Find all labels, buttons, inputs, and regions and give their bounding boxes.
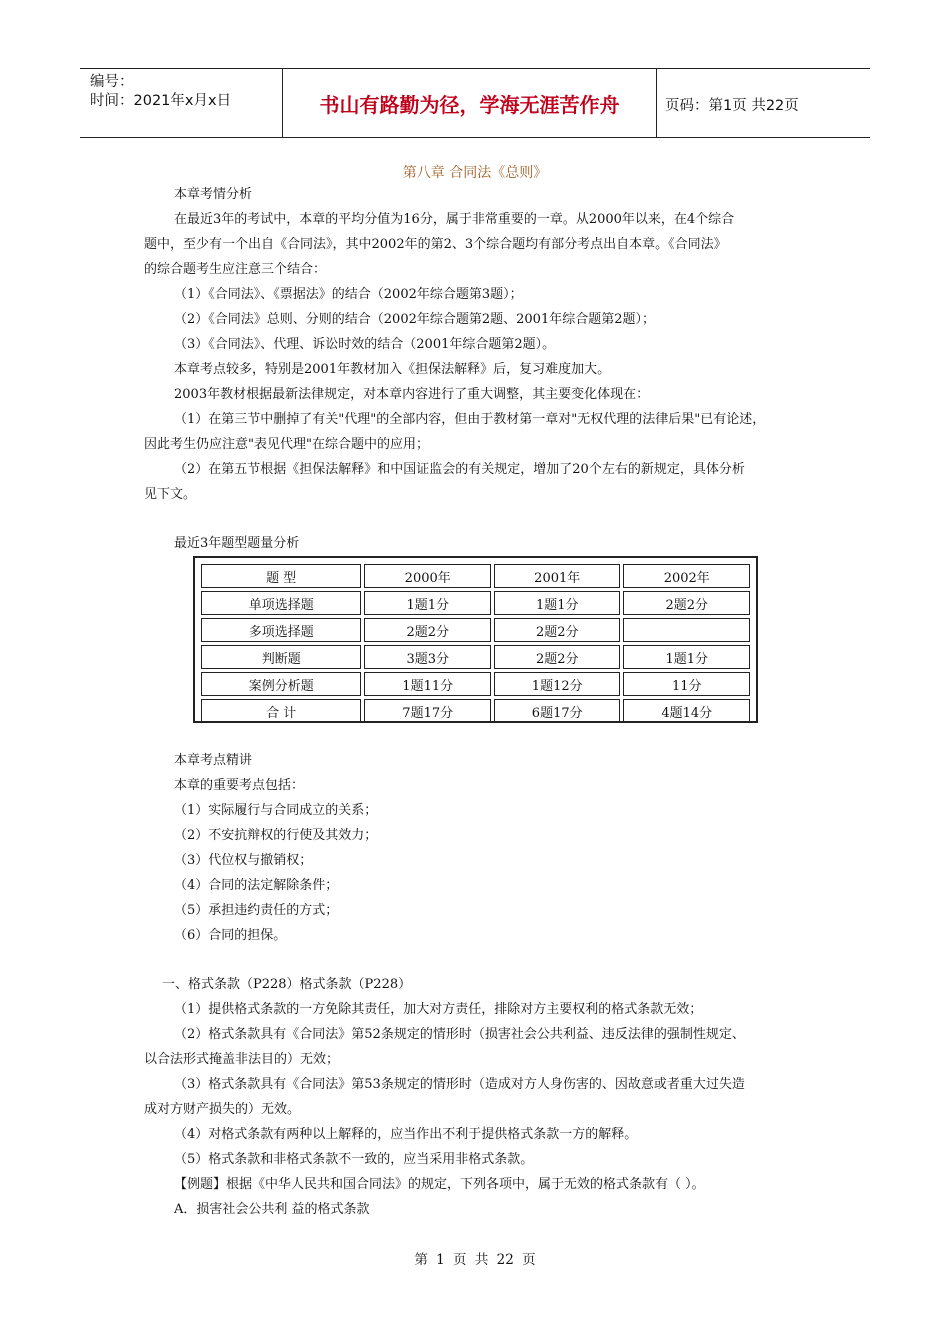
paragraph-line: 见下文。	[144, 487, 197, 502]
table-cell: 判断题	[201, 645, 361, 669]
table-header-cell: 2002年	[623, 564, 750, 588]
list-item: （1）实际履行与合同成立的关系；	[174, 803, 378, 818]
table-cell: 6题17分	[494, 699, 621, 723]
list-item: （2）格式条款具有《合同法》第52条规定的情形时（损害社会公共利益、违反法律的强制性规定、	[174, 1027, 745, 1042]
list-item: （3）格式条款具有《合同法》第53条规定的情形时（造成对方人身伤害的、因故意或者重大过失造	[174, 1077, 745, 1092]
table-row	[201, 618, 750, 642]
list-item: （4）对格式条款有两种以上解释的，应当作出不利于提供格式条款一方的解释。	[174, 1127, 638, 1142]
page-footer: 第 1 页 共 22 页	[414, 1252, 536, 1268]
table-cell	[623, 618, 750, 642]
header-meta	[90, 73, 231, 111]
table-cell: 合 计	[201, 699, 361, 723]
paragraph-line: 本章考点较多，特别是2001年教材加入《担保法解释》后，复习难度加大。	[174, 362, 611, 377]
list-item: （1）《合同法》、《票据法》的结合（2002年综合题第3题）；	[174, 287, 523, 302]
table-header-cell: 题 型	[201, 564, 361, 588]
list-item: （3）代位权与撤销权；	[174, 853, 313, 868]
list-item: （3）《合同法》、代理、诉讼时效的结合（2001年综合题第2题）。	[174, 337, 556, 352]
table-cell: 2题2分	[623, 591, 750, 615]
paragraph-line: 成对方财产损失的）无效。	[144, 1102, 301, 1117]
paragraph-line: 题中，至少有一个出自《合同法》，其中2002年的第2、3个综合题均有部分考点出自本章。《合同法》	[144, 237, 727, 252]
paragraph-line: 在最近3年的考试中，本章的平均分值为16分，属于非常重要的一章。从2000年以来，在4个综合	[174, 212, 735, 227]
key-points-heading: 本章考点精讲	[174, 753, 253, 768]
table-cell: 单项选择题	[201, 591, 361, 615]
table-cell: 1题1分	[494, 591, 621, 615]
list-item: （1）提供格式条款的一方免除其责任，加大对方责任，排除对方主要权利的格式条款无效；	[174, 1002, 703, 1017]
code-label: 编号：	[90, 74, 134, 90]
paragraph-line: 以合法形式掩盖非法目的）无效；	[144, 1052, 340, 1067]
table-header-cell: 2000年	[364, 564, 491, 588]
table-row	[201, 645, 750, 669]
answer-option: A．损害社会公共利 益的格式条款	[174, 1202, 370, 1217]
table-cell: 3题3分	[364, 645, 491, 669]
table-cell: 案例分析题	[201, 672, 361, 696]
exam-stats-table	[193, 556, 758, 723]
paragraph-line: 因此考生仍应注意"表见代理"在综合题中的应用；	[144, 437, 429, 452]
date-label: 时间：2021年x月x日	[90, 93, 232, 109]
table-header-row	[201, 564, 750, 588]
list-item: （2）不安抗辩权的行使及其效力；	[174, 828, 378, 843]
table-row	[201, 591, 750, 615]
list-item: （2）在第五节根据《担保法解释》和中国证监会的有关规定，增加了20个左右的新规定，具体分析	[174, 462, 745, 477]
table-cell: 2题2分	[364, 618, 491, 642]
table-cell: 2题2分	[494, 618, 621, 642]
intro-heading: 本章考情分析	[174, 187, 253, 202]
list-item: （2）《合同法》总则、分则的结合（2002年综合题第2题、2001年综合题第2题）；	[174, 312, 655, 327]
table-cell: 1题12分	[494, 672, 621, 696]
paragraph-line: 的综合题考生应注意三个结合：	[144, 262, 327, 277]
paragraph-line: 2003年教材根据最新法律规定，对本章内容进行了重大调整，其主要变化体现在：	[174, 387, 650, 402]
table-cell: 1题1分	[364, 591, 491, 615]
example-question: 【例题】根据《中华人民共和国合同法》的规定，下列各项中，属于无效的格式条款有（ ）。	[174, 1177, 705, 1192]
list-item: （6）合同的担保。	[174, 928, 287, 943]
table-header-cell: 2001年	[494, 564, 621, 588]
list-item: （4）合同的法定解除条件；	[174, 878, 339, 893]
table-cell: 1题1分	[623, 645, 750, 669]
key-points-lead: 本章的重要考点包括：	[174, 778, 305, 793]
table-caption: 最近3年题型题量分析	[174, 536, 300, 551]
chapter-title: 第八章 合同法《总则》	[402, 165, 548, 181]
page-header	[80, 68, 870, 138]
list-item: （5）格式条款和非格式条款不一致的，应当采用非格式条款。	[174, 1152, 534, 1167]
table-cell: 2题2分	[494, 645, 621, 669]
table-cell: 11分	[623, 672, 750, 696]
header-divider	[656, 69, 657, 137]
list-item: （1）在第三节中删掉了有关"代理"的全部内容，但由于教材第一章对"无权代理的法律后果"已有论述，	[174, 412, 766, 427]
header-motto: 书山有路勤为径，学海无涯苦作舟	[319, 92, 620, 117]
table-row	[201, 672, 750, 696]
table-cell: 多项选择题	[201, 618, 361, 642]
table-cell: 4题14分	[623, 699, 750, 723]
table-cell: 7题17分	[364, 699, 491, 723]
table-row	[201, 699, 750, 723]
list-item: （5）承担违约责任的方式；	[174, 903, 339, 918]
section-heading: 一、格式条款（P228）格式条款（P228）	[162, 977, 412, 992]
table-cell: 1题11分	[364, 672, 491, 696]
page-counter: 页码：第1页 共22页	[665, 98, 799, 114]
